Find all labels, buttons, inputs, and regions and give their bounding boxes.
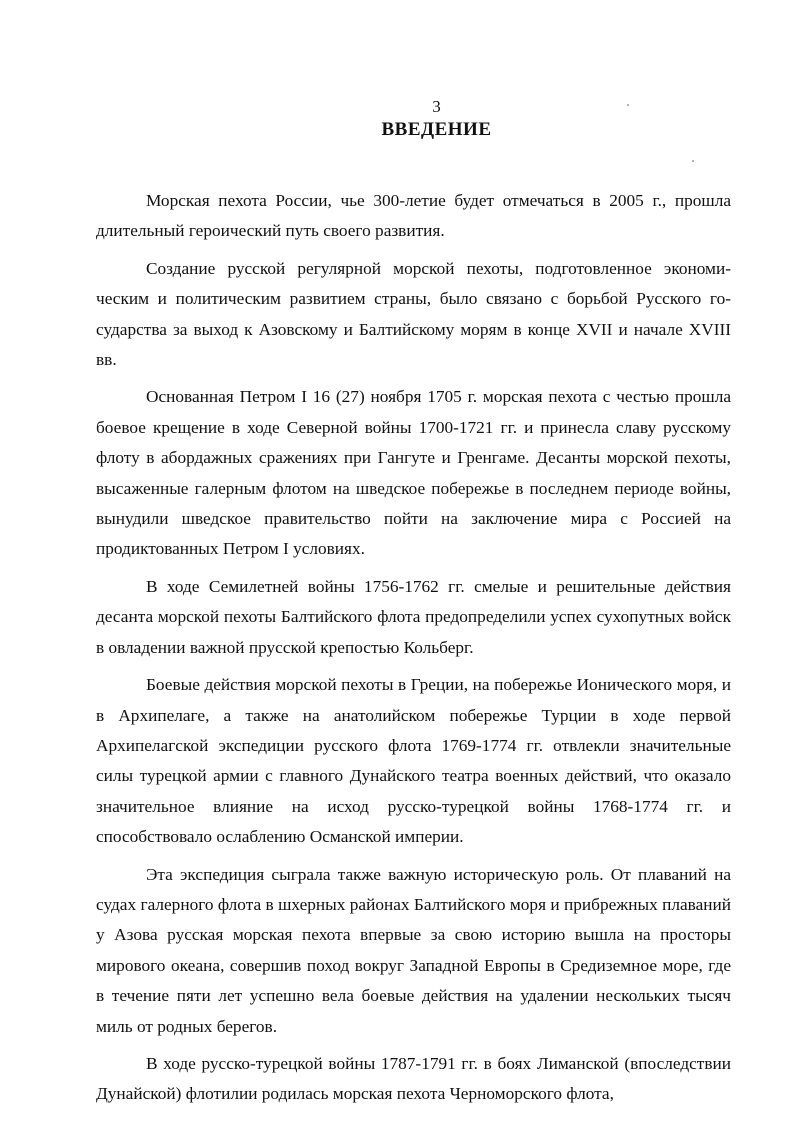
paragraph: Боевые действия морской пехоты в Греции, на побережье Ионического моря, и в Архипелаге, а также на анатолийском побережье Турции в ходе первой Архипелагской экспедиции русского флота 1769-1774 гг. отвлекли значительные силы турецкой армии с главного Дунайского театра военных действий, что оказало значительное влияние на исход русско-турецкой войны 1768-1774 гг. и способствовало ослаблению Османской империи.: [96, 675, 731, 847]
paragraph: Основанная Петром I 16 (27) ноября 1705 г. морская пехота с честью прошла боевое крещение в ходе Северной войны 1700-1721 гг. и принесла славу русскому флоту в абордажных сражениях при Гангуте и Гренгаме. Десанты морской пехоты, высаженные галерным флотом на шведское побережье в последнем периоде войны, вынудили шведское правительство пойти на заключение мира с Россией на продиктованных Петром I условиях.: [96, 387, 731, 559]
scan-speck: [692, 160, 694, 162]
paragraph: Создание русской регулярной морской пехоты, подготовленное экономическим и политическим развитием страны, было связано с борьбой Русского государства за выход к Азовскому и Балтийскому морям в конце XVII и начале XVIII вв.: [96, 258, 731, 370]
paragraph: В ходе Семилетней войны 1756-1762 гг. смелые и решительные действия десанта морской пехоты Балтийского флота предопределили успех сухопутных войск в овладении важной прусской крепостью Кольберг.: [96, 576, 731, 657]
page-number: 3: [432, 97, 441, 116]
paragraph: В ходе русско-турецкой войны 1787-1791 гг. в боях Лиманской (впоследствии Дунайской) флотилии родилась морская пехота Черноморского флота,: [96, 1053, 731, 1104]
body-text: [96, 186, 731, 1117]
page-title: ВВЕДЕНИЕ: [381, 119, 492, 140]
paragraph: Эта экспедиция сыграла также важную историческую роль. От плаваний на судах галерного флота в шхерных районах Балтийского моря и прибрежных плаваний у Азова русская морская пехота впервые за свою историю вышла на просторы мирового океана, совершив поход вокруг Западной Европы в Средиземное море, где в течение пяти лет успешно вела боевые действия на удалении нескольких тысяч миль от родных берегов.: [96, 864, 731, 1036]
paragraph: Морская пехота России, чье 300-летие будет отмечаться в 2005 г., прошла длительный героический путь своего развития.: [96, 191, 731, 241]
scan-speck: [627, 104, 629, 106]
